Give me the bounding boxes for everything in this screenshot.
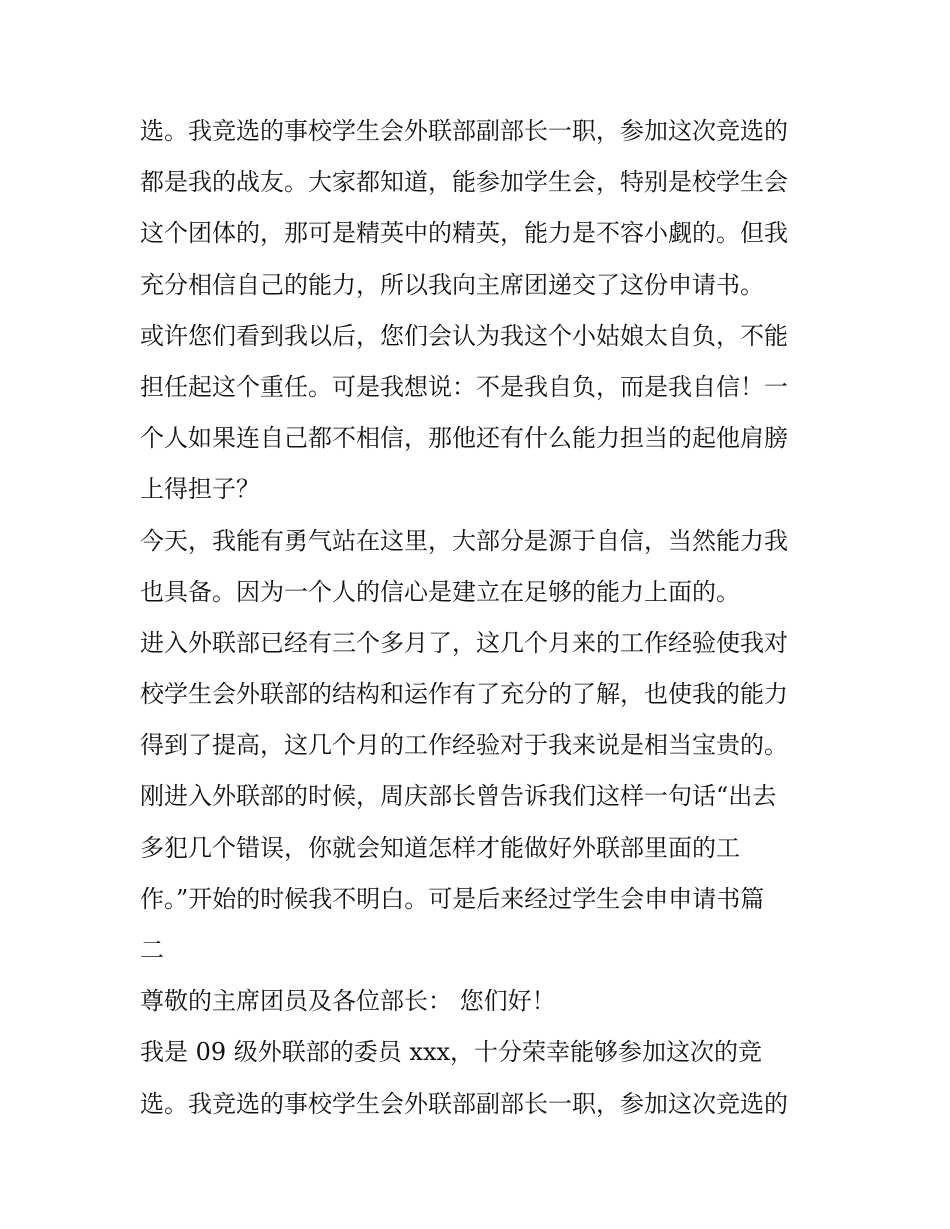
text-line-18: 尊敬的主席团员及各位部长： 您们好！ xyxy=(140,987,556,1016)
text-line-5: 或许您们看到我以后，您们会认为我这个小姑娘太自负，不能 xyxy=(140,321,788,350)
text-line-10: 也具备。因为一个人的信心是建立在足够的能力上面的。 xyxy=(140,577,740,606)
text-line-9: 今天，我能有勇气站在这里，大部分是源于自信，当然能力我 xyxy=(140,526,788,555)
text-line-4: 充分相信自己的能力，所以我向主席团递交了这份申请书。 xyxy=(140,270,764,299)
text-line-1: 选。我竞选的事校学生会外联部副部长一职，参加这次竞选的 xyxy=(140,117,788,145)
text-line-14: 刚进入外联部的时候，周庆部长曾告诉我们这样一句话“出去 xyxy=(140,782,777,811)
text-line-2: 都是我的战友。大家都知道，能参加学生会，特别是校学生会 xyxy=(140,168,788,197)
text-line-20: 选。我竞选的事校学生会外联部副部长一职，参加这次竞选的 xyxy=(140,1089,788,1118)
text-line-12: 校学生会外联部的结构和运作有了充分的了解，也使我的能力 xyxy=(140,680,788,709)
document-body xyxy=(140,106,820,1130)
text-line-6: 担任起这个重任。可是我想说：不是我自负，而是我自信！一 xyxy=(140,372,788,401)
text-line-16: 作。”开始的时候我不明白。可是后来经过学生会申申请书篇 xyxy=(140,884,765,913)
text-line-7: 个人如果连自己都不相信，那他还有什么能力担当的起他肩膀 xyxy=(140,424,788,453)
text-line-11: 进入外联部已经有三个多月了，这几个月来的工作经验使我对 xyxy=(140,628,788,657)
text-line-15: 多犯几个错误，你就会知道怎样才能做好外联部里面的工 xyxy=(140,833,740,862)
text-line-3: 这个团体的，那可是精英中的精英，能力是不容小觑的。但我 xyxy=(140,219,788,248)
text-line-19: 我是 09 级外联部的委员 xxx，十分荣幸能够参加这次的竞 xyxy=(140,1038,763,1067)
text-line-13: 得到了提高，这几个月的工作经验对于我来说是相当宝贵的。 xyxy=(140,731,788,760)
text-line-8: 上得担子？ xyxy=(140,475,260,504)
text-line-17: 二 xyxy=(140,936,164,964)
